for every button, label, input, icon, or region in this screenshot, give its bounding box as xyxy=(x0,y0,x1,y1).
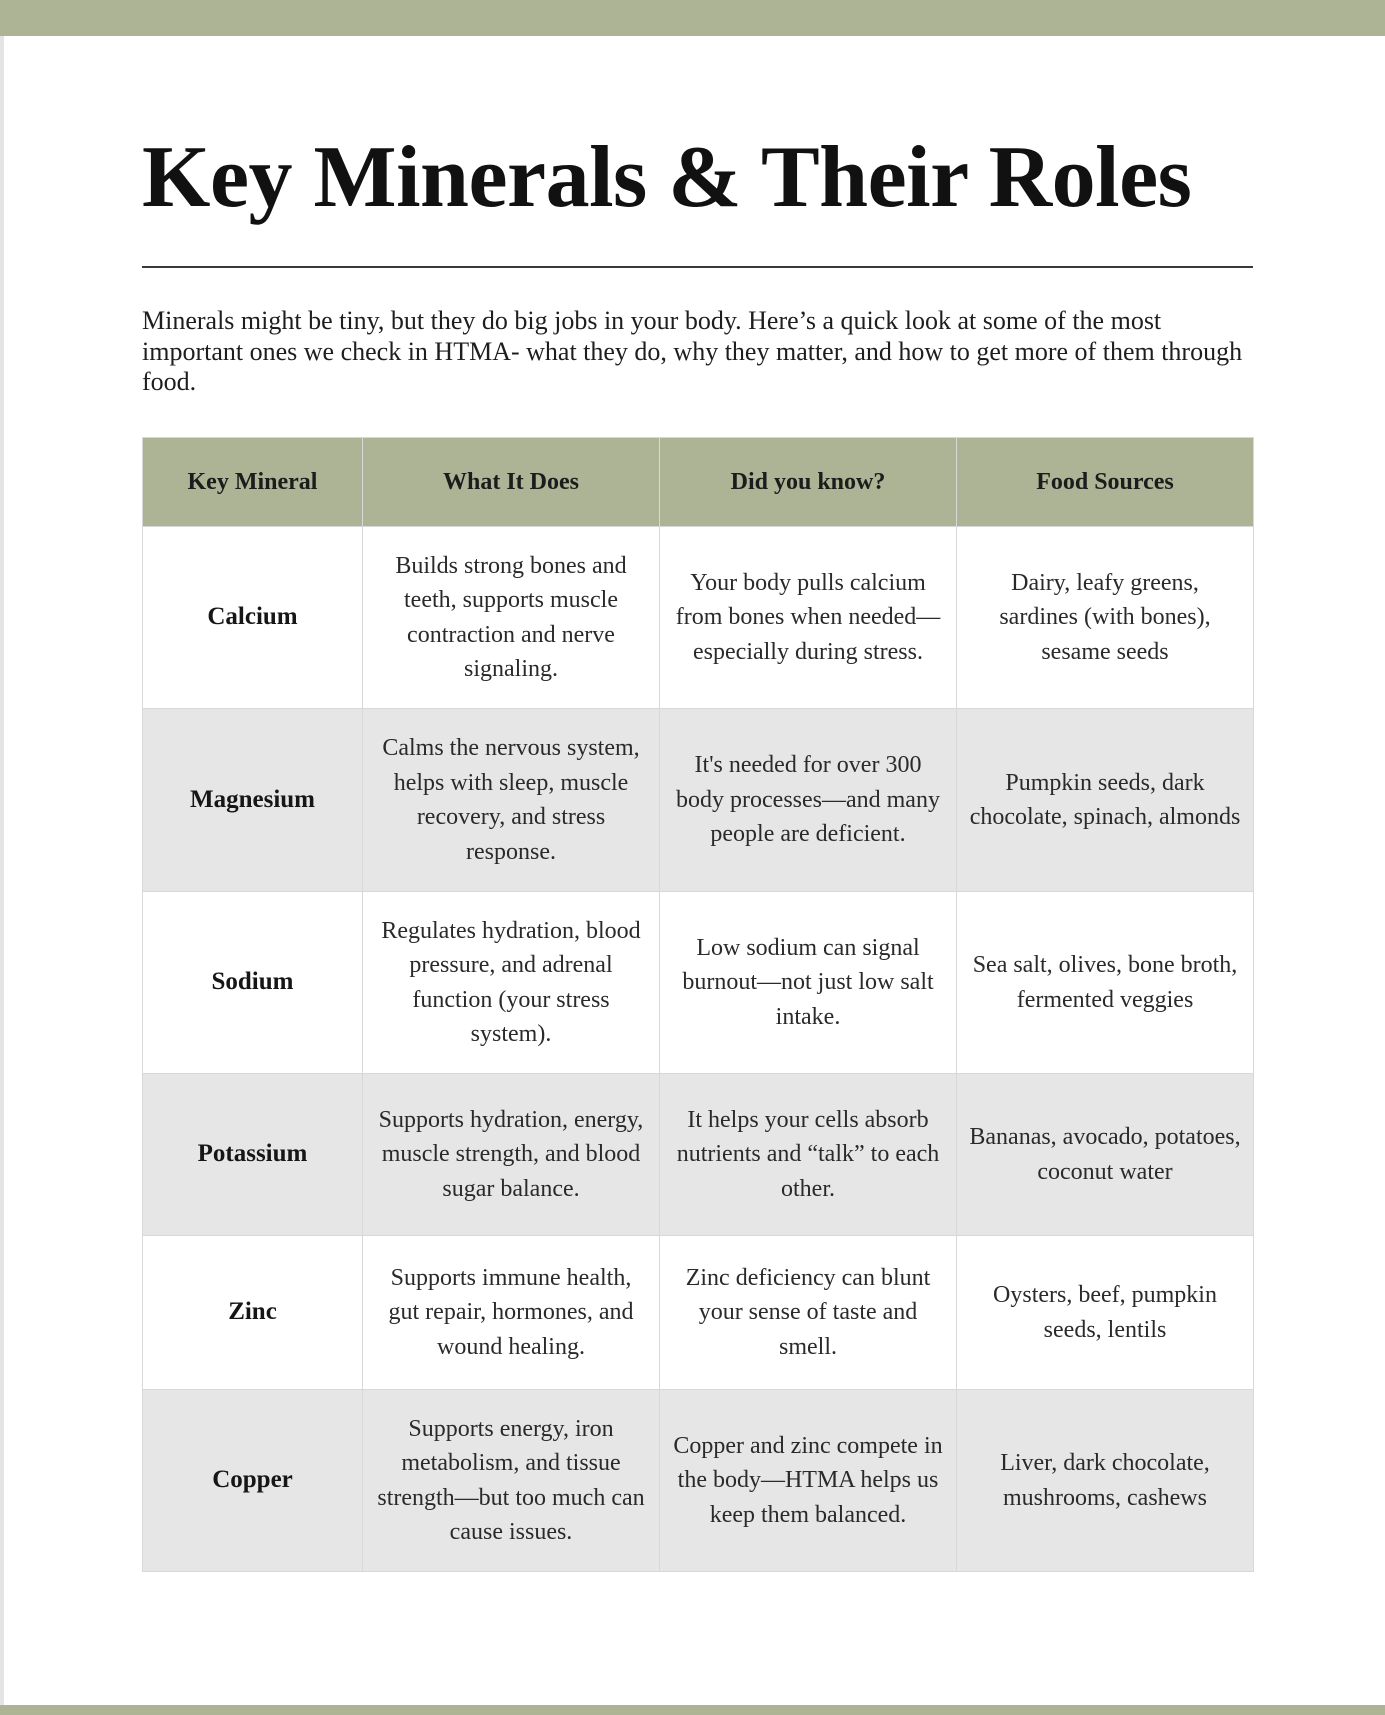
mineral-fact: Low sodium can signal burnout—not just low salt intake. xyxy=(660,892,957,1074)
mineral-fact: It's needed for over 300 body processes—and many people are deficient. xyxy=(660,709,957,892)
title-divider xyxy=(142,266,1253,268)
mineral-function: Supports hydration, energy, muscle strength, and blood sugar balance. xyxy=(363,1074,660,1236)
table-header-row xyxy=(143,438,1254,527)
mineral-function: Supports immune health, gut repair, hormones, and wound healing. xyxy=(363,1236,660,1390)
mineral-food-sources: Bananas, avocado, potatoes, coconut water xyxy=(957,1074,1254,1236)
mineral-function: Calms the nervous system, helps with sleep, muscle recovery, and stress response. xyxy=(363,709,660,892)
minerals-table xyxy=(142,437,1254,1572)
mineral-food-sources: Dairy, leafy greens, sardines (with bones), sesame seeds xyxy=(957,527,1254,709)
header-did-you-know: Did you know? xyxy=(660,438,957,527)
top-accent-band xyxy=(0,0,1385,36)
mineral-name: Sodium xyxy=(143,892,363,1074)
mineral-name: Copper xyxy=(143,1390,363,1572)
mineral-function: Builds strong bones and teeth, supports muscle contraction and nerve signaling. xyxy=(363,527,660,709)
mineral-food-sources: Liver, dark chocolate, mushrooms, cashews xyxy=(957,1390,1254,1572)
header-key-mineral: Key Mineral xyxy=(143,438,363,527)
table-row xyxy=(143,1074,1254,1236)
mineral-name: Zinc xyxy=(143,1236,363,1390)
table-row xyxy=(143,527,1254,709)
mineral-fact: Zinc deficiency can blunt your sense of taste and smell. xyxy=(660,1236,957,1390)
mineral-function: Regulates hydration, blood pressure, and adrenal function (your stress system). xyxy=(363,892,660,1074)
table-row xyxy=(143,709,1254,892)
bottom-accent-band xyxy=(0,1705,1385,1715)
mineral-name: Potassium xyxy=(143,1074,363,1236)
mineral-fact: Your body pulls calcium from bones when needed—especially during stress. xyxy=(660,527,957,709)
mineral-name: Calcium xyxy=(143,527,363,709)
mineral-food-sources: Sea salt, olives, bone broth, fermented veggies xyxy=(957,892,1254,1074)
mineral-fact: Copper and zinc compete in the body—HTMA helps us keep them balanced. xyxy=(660,1390,957,1572)
page-left-edge xyxy=(0,36,4,1705)
mineral-name: Magnesium xyxy=(143,709,363,892)
table-row xyxy=(143,1390,1254,1572)
intro-paragraph: Minerals might be tiny, but they do big jobs in your body. Here’s a quick look at some of the most important ones we check in HTMA- what they do, why they matter, and how to get more of them through food. xyxy=(142,306,1243,396)
header-food-sources: Food Sources xyxy=(957,438,1254,527)
table-row xyxy=(143,1236,1254,1390)
header-what-it-does: What It Does xyxy=(363,438,660,527)
mineral-fact: It helps your cells absorb nutrients and “talk” to each other. xyxy=(660,1074,957,1236)
mineral-food-sources: Oysters, beef, pumpkin seeds, lentils xyxy=(957,1236,1254,1390)
mineral-function: Supports energy, iron metabolism, and tissue strength—but too much can cause issues. xyxy=(363,1390,660,1572)
page-title: Key Minerals & Their Roles xyxy=(142,129,1192,226)
mineral-food-sources: Pumpkin seeds, dark chocolate, spinach, almonds xyxy=(957,709,1254,892)
table-row xyxy=(143,892,1254,1074)
